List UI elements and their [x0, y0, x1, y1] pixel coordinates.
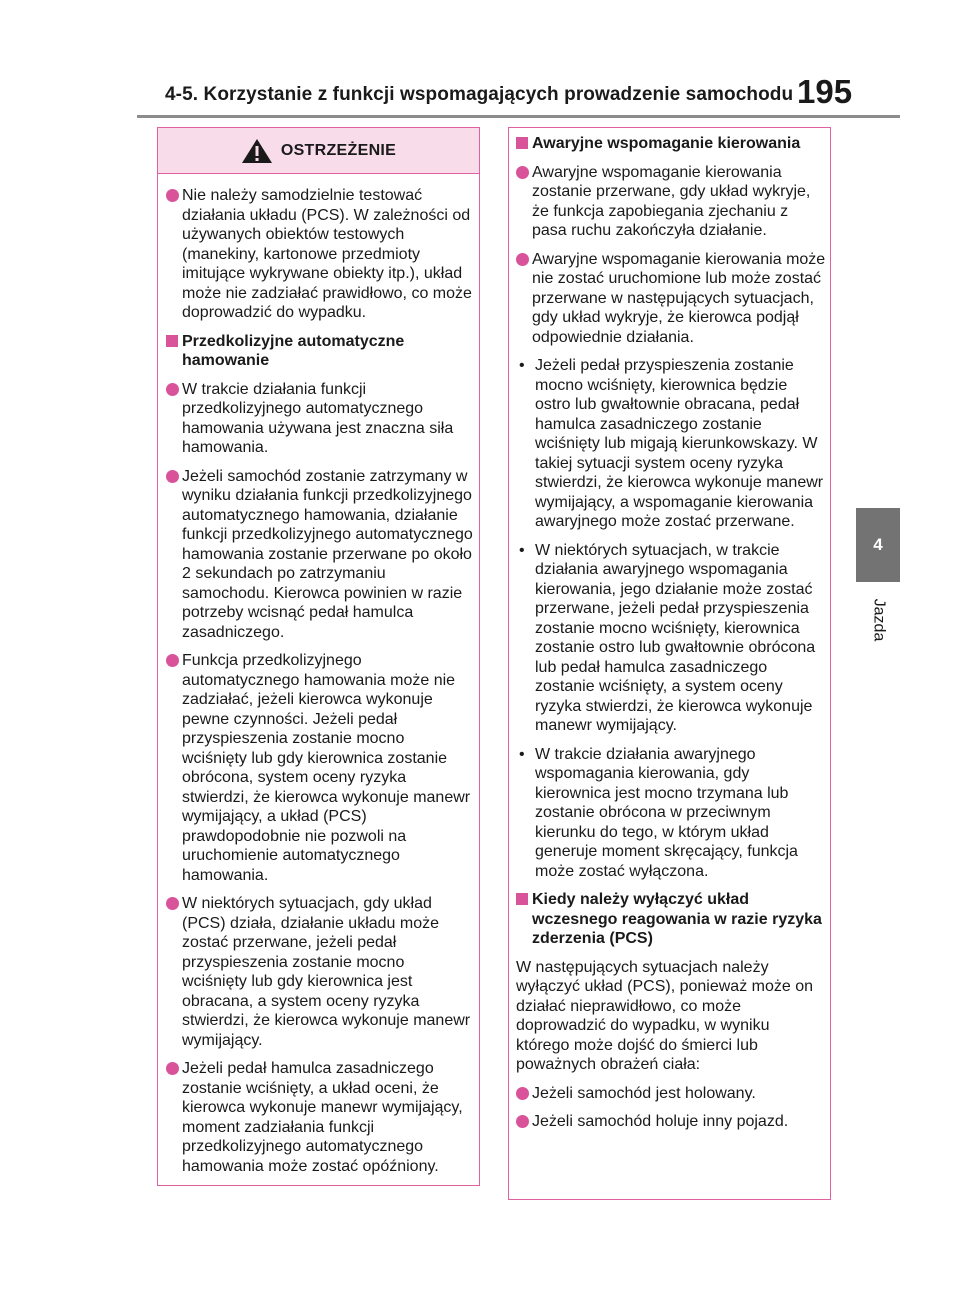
- section-heading: [516, 134, 826, 154]
- circle-bullet-icon: [166, 1062, 179, 1075]
- bullet-item: [516, 1112, 826, 1132]
- section-heading-text: Kiedy należy wyłączyć układ wczesnego reagowania w razie ryzyka zderzenia (PCS): [532, 891, 822, 947]
- bullet-item-text: Jeżeli pedał hamulca zasadniczego zostanie wciśnięty, a układ oceni, że kierowca wykonuje manewr wymijający, moment zadziałania funkcji przedkolizyjnego automatycznego hamowania może zostać opóźniony.: [182, 1060, 463, 1175]
- dash-list-item: [516, 356, 826, 532]
- section-heading-text: Awaryjne wspomaganie kierowania: [532, 135, 801, 152]
- section-title: 4-5. Korzystanie z funkcji wspomagających prowadzenie samochodu: [165, 84, 794, 105]
- bullet-item-text: Awaryjne wspomaganie kierowania zostanie przerwane, gdy układ wykryje, że funkcja zapobiegania zjechaniu z pasa ruchu zakończyła działanie.: [532, 163, 811, 239]
- warning-header: [158, 128, 479, 174]
- bullet-dot-icon: •: [519, 357, 525, 374]
- circle-bullet-icon: [166, 189, 179, 202]
- warning-triangle-icon: [241, 138, 273, 164]
- circle-bullet-icon: [166, 897, 179, 910]
- bullet-item: [166, 186, 473, 323]
- bullet-item: [166, 380, 473, 458]
- chapter-label: [853, 590, 903, 650]
- square-bullet-icon: [516, 893, 528, 905]
- section-heading-text: Przedkolizyjne automatyczne hamowanie: [182, 332, 405, 369]
- circle-bullet-icon: [516, 1115, 529, 1128]
- circle-bullet-icon: [516, 166, 529, 179]
- dash-list-item: [516, 745, 826, 882]
- bullet-item: [166, 894, 473, 1050]
- warning-content: [158, 174, 479, 1176]
- chapter-label-text: Jazda: [869, 598, 887, 642]
- circle-bullet-icon: [166, 383, 179, 396]
- header-divider: [137, 115, 900, 118]
- bullet-dot-icon: •: [519, 745, 525, 763]
- warning-box: [157, 127, 480, 1186]
- warning-title: OSTRZEŻENIE: [280, 141, 397, 159]
- right-column-box: [508, 127, 831, 1200]
- circle-bullet-icon: [166, 470, 179, 483]
- dash-list-item-text: Jeżeli pedał przyspieszenia zostanie mocno wciśnięty, kierownica będzie ostro lub gwałtownie obracana, pedał hamulca zasadniczego zostanie wciśnięty lub migają kierunkowskazy. W takiej sytuacji system oceny ryzyka stwierdzi, że kierowca wykonuje manewr wymijający, a wspomaganie kierowania awaryjnego może zostać przerwane.: [535, 357, 824, 530]
- bullet-item-text: Nie należy samodzielnie testować działania układu (PCS). W zależności od używanych obiektów testowych (manekiny, kartonowe przedmioty imitujące wykrywane obiekty itp.), układ może nie zadziałać prawidłowo, co może doprowadzić do wypadku.: [182, 187, 472, 321]
- bullet-item: [166, 651, 473, 885]
- circle-bullet-icon: [166, 654, 179, 667]
- dash-list-item: [516, 541, 826, 736]
- dash-list-item-text: W trakcie działania awaryjnego wspomagania kierowania, gdy kierownica jest mocno trzymana lub zostanie obrócona w przeciwnym kierunku do tego, w którym układ generuje moment skręcający, funkcja może zostać wyłączona.: [535, 745, 798, 880]
- page-number: 195: [797, 73, 853, 110]
- bullet-item-text: W niektórych sytuacjach, gdy układ (PCS) działa, działanie układu może zostać przerwane, jeżeli pedał przyspieszenia zostanie mocno wciśnięty lub gdy kierownica jest obracana, a system oceny ryzyka stwierdzi, że kierowca wykonuje manewr wymijający.: [182, 895, 471, 1049]
- square-bullet-icon: [166, 335, 178, 347]
- paragraph: W następujących sytuacjach należy wyłączyć układ (PCS), ponieważ może on działać nieprawidłowo, co może doprowadzić do wypadku, w wyniku którego może dojść do śmierci lub poważnych obrażeń ciała:: [516, 958, 814, 1073]
- bullet-item: [516, 163, 826, 241]
- bullet-item: [516, 1084, 826, 1104]
- right-column-content: [516, 134, 826, 1132]
- dash-list-item-text: W niektórych sytuacjach, w trakcie działania awaryjnego wspomagania kierowania, jego działanie może zostać przerwane, jeżeli pedał przyspieszenia zostanie mocno wciśnięty, kierownica zostanie ostro lub gwałtownie obrócona lub pedał hamulca zasadniczego zostanie wciśnięty, a system oceny ryzyka stwierdzi, że kierowca wykonuje manewr wymijający.: [535, 541, 816, 734]
- bullet-item-text: Jeżeli samochód zostanie zatrzymany w wyniku działania funkcji przedkolizyjnego automatycznego hamowania, działanie funkcji przedkolizyjnego automatycznego hamowania zostanie przerwane po około 2 sekundach po zatrzymaniu samochodu. Kierowca powinien w razie potrzeby wcisnąć pedał hamulca zasadniczego.: [182, 467, 473, 641]
- bullet-dot-icon: •: [519, 541, 525, 559]
- bullet-item-text: W trakcie działania funkcji przedkolizyjnego automatycznego hamowania używana jest znaczna siła hamowania.: [182, 380, 454, 456]
- square-bullet-icon: [516, 137, 528, 149]
- bullet-item: [166, 467, 473, 643]
- bullet-item: [516, 250, 826, 348]
- section-heading: [516, 890, 826, 949]
- bullet-item-text: Jeżeli samochód jest holowany.: [532, 1084, 756, 1102]
- bullet-item-text: Jeżeli samochód holuje inny pojazd.: [532, 1113, 789, 1130]
- circle-bullet-icon: [516, 253, 529, 266]
- bullet-item-text: Funkcja przedkolizyjnego automatycznego hamowania może nie zadziałać, jeżeli kierowca wykonuje pewne czynności. Jeżeli pedał przyspieszenia zostanie mocno wciśnięty lub gdy kierownica zostanie obrócona, system oceny ryzyka stwierdzi, że kierowca wykonuje manewr wymijający, a układ (PCS) prawdopodobnie nie pozwoli na uruchomienie automatycznego hamowania.: [182, 652, 471, 884]
- chapter-tab[interactable]: [856, 508, 900, 582]
- chapter-number: 4: [873, 535, 883, 554]
- section-heading: [166, 332, 473, 371]
- circle-bullet-icon: [516, 1087, 529, 1100]
- bullet-item: [166, 1059, 473, 1176]
- bullet-item-text: Awaryjne wspomaganie kierowania może nie zostać uruchomione lub może zostać przerwane w następujących sytuacjach, gdy układ wykryje, że kierowca podjął odpowiednie działania.: [532, 250, 826, 346]
